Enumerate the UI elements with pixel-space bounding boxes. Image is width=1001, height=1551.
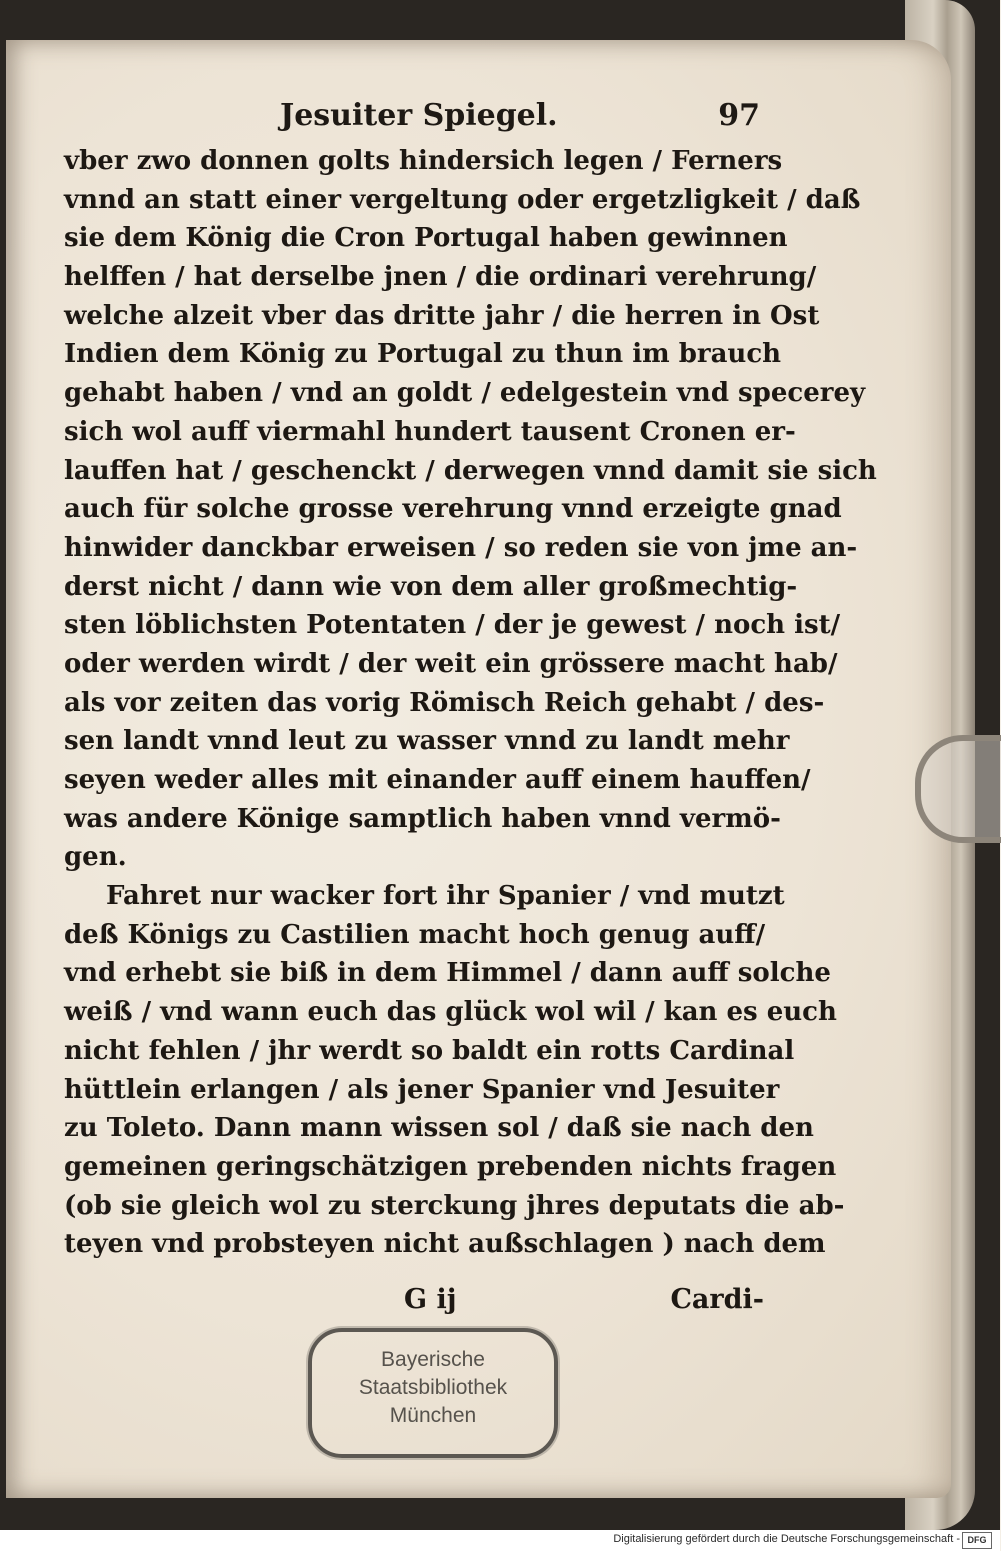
signature-mark: G ij (404, 1284, 457, 1315)
text-line: hinwider danckbar erweisen / so reden sie von jme an- (64, 532, 858, 563)
text-line: was andere Könige samptlich haben vnnd vermö- (64, 803, 781, 834)
text-line: gen. (64, 842, 127, 873)
text-line: lauffen hat / geschenckt / derwegen vnnd damit sie sich (64, 455, 877, 486)
running-head: Jesuiter Spiegel. (280, 98, 558, 133)
page-clip (915, 735, 1001, 843)
text-line: welche alzeit vber das dritte jahr / die herren in Ost (64, 300, 820, 331)
text-line: vnd erhebt sie biß in dem Himmel / dann auff solche (64, 958, 831, 989)
stamp-text: München (389, 1404, 477, 1427)
text-line: seyen weder alles mit einander auff einem hauffen/ (64, 765, 811, 795)
text-line: gemeinen geringschätzigen prebenden nichts fragen (64, 1151, 837, 1182)
text-line: sich wol auff viermahl hundert tausent Cronen er- (64, 416, 796, 447)
text-line: helffen / hat derselbe jnen / die ordinari verehrung/ (64, 262, 817, 293)
text-line: deß Königs zu Castilien macht hoch genug auff/ (64, 919, 766, 950)
library-stamp (308, 1328, 558, 1458)
dfg-logo-icon: DFG (962, 1532, 992, 1549)
text-line: sie dem König die Cron Portugal haben gewinnen (64, 223, 788, 254)
text-block (64, 142, 877, 1264)
text-line: oder werden wirdt / der weit ein grössere macht hab/ (64, 648, 838, 679)
catchword: Cardi- (670, 1284, 764, 1315)
text-line: vber zwo donnen golts hindersich legen / Ferners (64, 146, 783, 176)
text-line: derst nicht / dann wie von dem aller großmechtig- (64, 571, 798, 602)
text-line: sen landt vnnd leut zu wasser vnnd zu landt mehr (64, 726, 790, 757)
text-line: (ob sie gleich wol zu sterckung jhres deputats die ab- (64, 1190, 845, 1221)
text-line: gehabt haben / vnd an goldt / edelgestein vnd specerey (64, 378, 866, 409)
text-line: auch für solche grosse verehrung vnnd erzeigte gnad (64, 494, 842, 525)
stamp-text: Bayerische (381, 1348, 485, 1371)
page-number: 97 (718, 98, 760, 133)
text-line: weiß / vnd wann euch das glück wol wil / kan es euch (64, 997, 837, 1028)
text-line: nicht fehlen / jhr werdt so baldt ein rotts Cardinal (64, 1035, 795, 1066)
stamp-text: Staatsbibliothek (358, 1376, 508, 1399)
text-line: Indien dem König zu Portugal zu thun im brauch (64, 339, 782, 370)
text-line: sten löblichsten Potentaten / der je gewest / noch ist/ (64, 610, 841, 641)
credit-text: Digitalisierung gefördert durch die Deutsche Forschungsgemeinschaft - (613, 1533, 960, 1545)
text-line: zu Toleto. Dann mann wissen sol / daß sie nach den (64, 1113, 814, 1144)
page-header (280, 98, 760, 148)
page-footer (64, 1284, 764, 1324)
text-line: vnnd an statt einer vergeltung oder ergetzligkeit / daß (64, 184, 861, 215)
text-line: hüttlein erlangen / als jener Spanier vnd Jesuiter (64, 1074, 780, 1105)
credit-bar (0, 1530, 1000, 1551)
text-line: als vor zeiten das vorig Römisch Reich gehabt / des- (64, 687, 825, 718)
text-line: teyen vnd probsteyen nicht außschlagen ) nach dem (64, 1229, 826, 1260)
text-line: Fahret nur wacker fort ihr Spanier / vnd mutzt (106, 881, 785, 912)
